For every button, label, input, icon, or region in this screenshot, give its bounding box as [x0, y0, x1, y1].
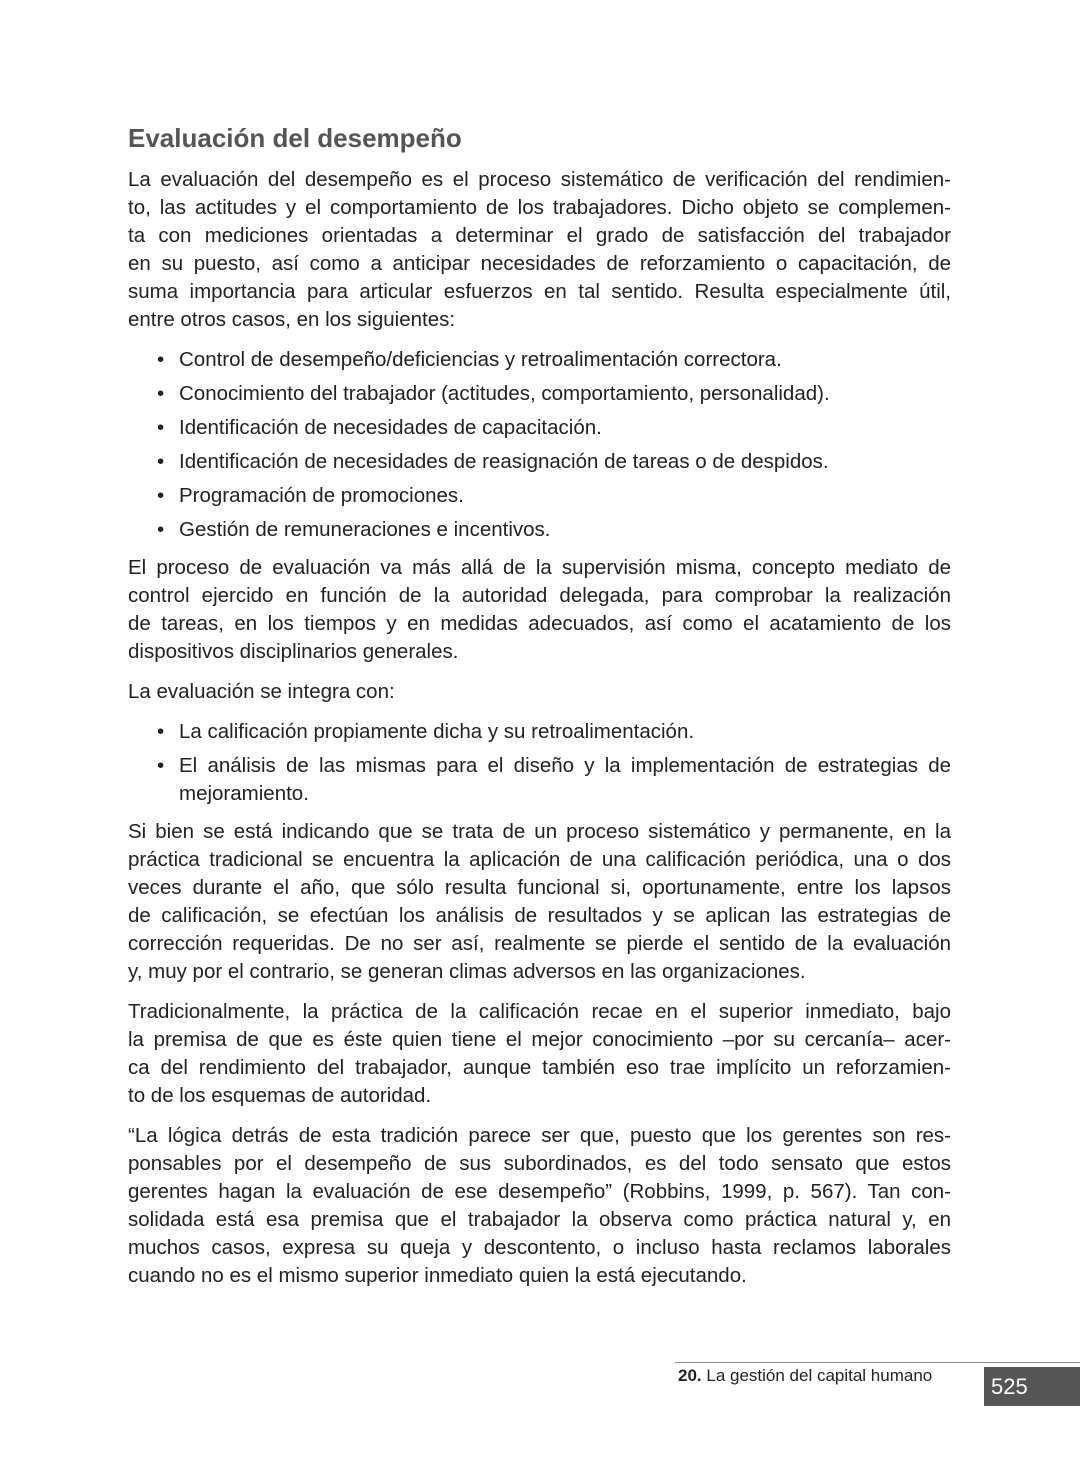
list-item	[128, 414, 951, 442]
text-line: Control de desempeño/deficiencias y retroalimentación correctora.	[179, 348, 782, 371]
paragraph	[128, 998, 951, 1110]
bullet-icon: •	[157, 754, 165, 777]
list-item	[128, 752, 951, 808]
paragraph	[128, 166, 951, 334]
paragraph	[128, 818, 951, 986]
text-line: Programación de promociones.	[179, 484, 464, 507]
footer-chapter	[678, 1366, 932, 1386]
text-line: La evaluación se integra con:	[128, 680, 395, 703]
text-line: La evaluación del desempeño es el proceso sistemático de verificación del rendimien-	[128, 168, 951, 191]
text-line: dispositivos disciplinarios generales.	[128, 640, 459, 663]
text-line: veces durante el año, que sólo resulta funcional si, oportunamente, entre los lapsos	[128, 876, 951, 899]
text-line: El proceso de evaluación va más allá de la supervisión misma, concepto mediato de	[128, 556, 951, 579]
text-line: Tradicionalmente, la práctica de la calificación recae en el superior inmediato, bajo	[128, 1000, 951, 1023]
text-line: El análisis de las mismas para el diseño y la implementación de estrategias de	[179, 754, 951, 777]
text-line: ponsables por el desempeño de sus subordinados, es del todo sensato que estos	[128, 1152, 951, 1175]
text-line: to, las actitudes y el comportamiento de los trabajadores. Dicho objeto se complemen-	[128, 196, 951, 219]
text-line: de calificación, se efectúan los análisis de resultados y se aplican las estrategias de	[128, 904, 951, 927]
bullet-icon: •	[157, 348, 165, 371]
bullet-list	[128, 718, 951, 808]
chapter-number: 20.	[678, 1366, 702, 1385]
text-line: y, muy por el contrario, se generan climas adversos en las organizaciones.	[128, 960, 806, 983]
paragraph	[128, 1122, 951, 1290]
text-line: control ejercido en función de la autoridad delegada, para comprobar la realización	[128, 584, 951, 607]
page-content	[128, 120, 951, 1302]
bullet-icon: •	[157, 450, 165, 473]
text-line: ca del rendimiento del trabajador, aunque también eso trae implícito un reforzamien-	[128, 1056, 951, 1079]
list-item	[128, 718, 951, 746]
list-item	[128, 516, 951, 544]
text-line: la premisa de que es éste quien tiene el mejor conocimiento –por su cercanía– acer-	[128, 1028, 951, 1051]
text-line: de tareas, en los tiempos y en medidas adecuados, así como el acatamiento de los	[128, 612, 951, 635]
paragraph	[128, 554, 951, 666]
text-line: to de los esquemas de autoridad.	[128, 1084, 432, 1107]
text-line: Gestión de remuneraciones e incentivos.	[179, 518, 551, 541]
text-line: Identificación de necesidades de capacitación.	[179, 416, 602, 439]
text-line: Identificación de necesidades de reasignación de tareas o de despidos.	[179, 450, 829, 473]
bullet-icon: •	[157, 484, 165, 507]
text-line: Si bien se está indicando que se trata de un proceso sistemático y permanente, en la	[128, 820, 951, 843]
text-line: gerentes hagan la evaluación de ese desempeño” (Robbins, 1999, p. 567). Tan con-	[128, 1180, 951, 1203]
text-line: ta con mediciones orientadas a determinar el grado de satisfacción del trabajador	[128, 224, 951, 247]
text-line: cuando no es el mismo superior inmediato quien la está ejecutando.	[128, 1264, 747, 1287]
text-line: solidada está esa premisa que el trabajador la observa como práctica natural y, en	[128, 1208, 951, 1231]
bullet-icon: •	[157, 382, 165, 405]
text-line: La calificación propiamente dicha y su retroalimentación.	[179, 720, 695, 743]
list-item	[128, 346, 951, 374]
text-line: Conocimiento del trabajador (actitudes, comportamiento, personalidad).	[179, 382, 830, 405]
paragraph	[128, 678, 951, 706]
text-line: suma importancia para articular esfuerzos en tal sentido. Resulta especialmente útil,	[128, 280, 951, 303]
list-item	[128, 380, 951, 408]
list-item	[128, 482, 951, 510]
page-number: 525	[984, 1367, 1080, 1406]
text-line: entre otros casos, en los siguientes:	[128, 308, 456, 331]
section-heading: Evaluación del desempeño	[128, 123, 462, 153]
bullet-icon: •	[157, 416, 165, 439]
bullet-icon: •	[157, 720, 165, 743]
list-item	[128, 448, 951, 476]
body-text	[128, 166, 951, 1290]
footer-divider	[675, 1362, 1080, 1363]
text-line: práctica tradicional se encuentra la aplicación de una calificación periódica, una o dos	[128, 848, 951, 871]
text-line: mejoramiento.	[179, 782, 309, 805]
chapter-title: La gestión del capital humano	[701, 1366, 933, 1385]
text-line: muchos casos, expresa su queja y descontento, o incluso hasta reclamos laborales	[128, 1236, 951, 1259]
bullet-list	[128, 346, 951, 544]
text-line: en su puesto, así como a anticipar necesidades de reforzamiento o capacitación, de	[128, 252, 951, 275]
text-line: corrección requeridas. De no ser así, realmente se pierde el sentido de la evaluación	[128, 932, 951, 955]
bullet-icon: •	[157, 518, 165, 541]
text-line: “La lógica detrás de esta tradición parece ser que, puesto que los gerentes son res-	[128, 1124, 951, 1147]
